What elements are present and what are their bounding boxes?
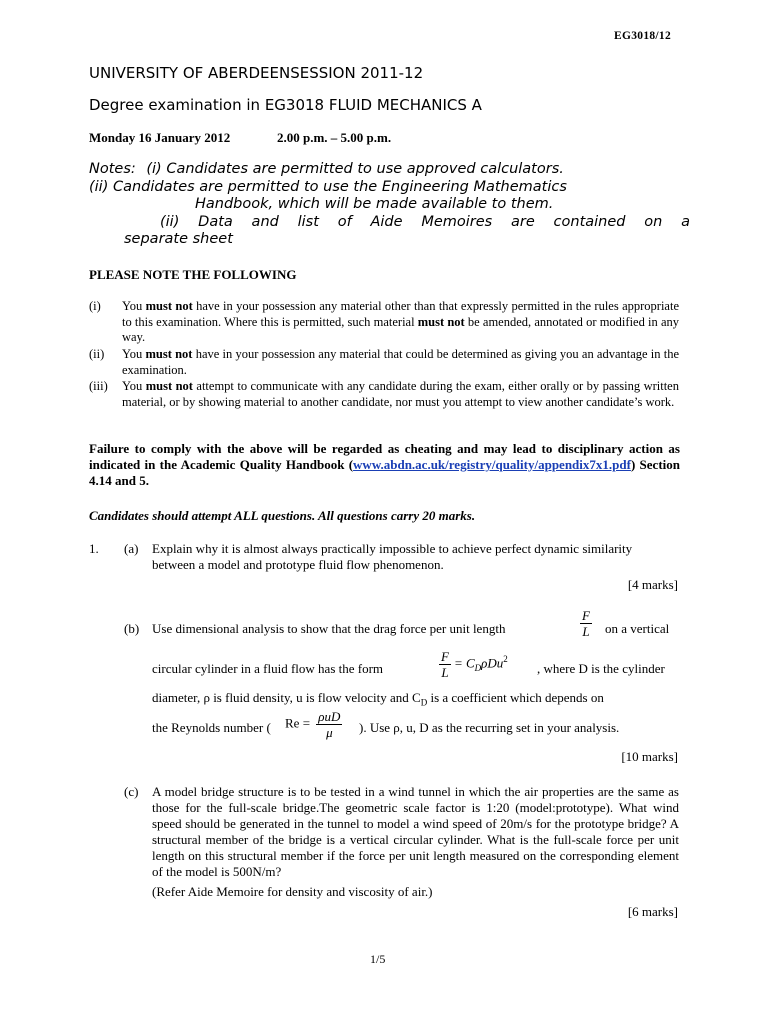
rule-text-3 <box>122 379 679 410</box>
failure-text-1: Failure to comply with the above will be regarded as cheating and may lead to disciplinary action as indicated in the Academic Quality Handbook ( <box>89 441 680 472</box>
part-c-marks: [6 marks] <box>627 904 678 919</box>
drag-equation <box>436 649 508 680</box>
part-b-label: (b) <box>124 621 140 636</box>
rule-2-you: You <box>122 347 146 361</box>
rule-2-rest: have in your possession any material that could be determined as giving you an advantage in the examination. <box>122 347 680 377</box>
exam-time: 2.00 p.m. – 5.00 p.m. <box>277 130 392 145</box>
rule-3-must-not: must not <box>145 379 193 393</box>
failure-text-2: ) Section 4.14 and 5. <box>89 457 680 488</box>
rule-1-must-not: must not <box>145 299 193 313</box>
rule-1-rest-2: be amended, annotated or modified in any way. <box>122 314 679 344</box>
equation-denominator: L <box>441 665 449 680</box>
rule-1-must-not-2: must not <box>417 314 465 329</box>
notes-line-4: (ii) Data and list of Aide Memoires are contained on a <box>160 213 690 230</box>
equation-superscript: 2 <box>503 654 508 665</box>
question-number: 1. <box>89 541 99 556</box>
part-b-line-2-end: , where D is the cylinder <box>537 661 665 676</box>
part-a-text: Explain why it is almost always practically impossible to achieve perfect dynamic similarity between a model and prototype fluid flow phenomenon. <box>152 541 633 572</box>
exam-date: Monday 16 January 2012 <box>89 130 231 145</box>
reynolds-number-formula <box>285 709 345 740</box>
notes-line-1 <box>89 161 689 179</box>
reynolds-label: Re = <box>285 715 311 731</box>
notes-line-2: (ii) Candidates are permitted to use the Engineering Mathematics <box>89 178 567 195</box>
notes-line-5: separate sheet <box>124 231 233 247</box>
fraction-denominator: L <box>582 624 590 639</box>
part-b-line-4-start: the Reynolds number ( <box>152 720 271 735</box>
please-note-heading: PLEASE NOTE THE FOLLOWING <box>89 267 297 282</box>
equation-rhs: = C <box>453 655 475 671</box>
part-a-label: (a) <box>124 541 139 556</box>
rule-2-must-not: must not <box>145 347 193 361</box>
part-c-reference: (Refer Aide Memoire for density and viscosity of air.) <box>152 884 433 899</box>
rule-3-rest: attempt to communicate with any candidate during the exam, either orally or by passing written material, or by showing material to another candidate, nor must you attempt to view another candidate’s work. <box>122 379 679 409</box>
equation-rest: ρDu <box>481 655 504 671</box>
part-b-line-2: circular cylinder in a fluid flow has the form <box>152 661 384 676</box>
reynolds-denominator: μ <box>326 725 333 740</box>
reynolds-numerator: ρuD <box>318 709 341 724</box>
part-c-text: A model bridge structure is to be tested in a wind tunnel in which the air properties are the same as those for the full-scale bridge.The geometric scale factor is 1:20 (model:prototype). What wind speed should be generated in the tunnel to model a wind speed of 20m/s for the prototype bridge? A structural member of the bridge is a vertical circular cylinder. What is the full-scale force per unit length on this structural member if the force per unit length measured on the corresponding element of the model is 500N/m? <box>152 784 679 879</box>
rule-1-you: You <box>122 299 146 313</box>
rule-3-you: You <box>122 379 146 393</box>
exam-title: Degree examination in EG3018 FLUID MECHANICS A <box>89 96 482 114</box>
equation-subscript: D <box>474 663 482 674</box>
quality-handbook-link[interactable]: www.abdn.ac.uk/registry/quality/appendix7x1.pdf <box>353 457 631 472</box>
rule-text-2 <box>122 347 679 378</box>
notes-line-3: Handbook, which will be made available to them. <box>195 196 554 212</box>
rule-1-rest: have in your possession any material other than that expressly permitted in the rules appropriate to this examination. Where this is permitted, such material <box>122 299 679 329</box>
rule-number-2: (ii) <box>89 347 105 361</box>
failure-warning <box>89 441 680 489</box>
equation-numerator: F <box>441 649 449 664</box>
rule-text-1 <box>122 299 679 346</box>
rule-number-3: (iii) <box>89 379 108 393</box>
part-b-line-3-end: is a coefficient which depends on <box>427 690 604 705</box>
notes-line-1-text: (i) Candidates are permitted to use approved calculators. <box>146 161 564 177</box>
part-a-marks: [4 marks] <box>627 577 678 592</box>
part-b-line-3-text: diameter, ρ is fluid density, u is flow velocity and C <box>152 690 421 705</box>
notes-block <box>89 161 689 249</box>
notes-label: Notes: <box>89 161 136 177</box>
part-b-line-3 <box>152 690 604 711</box>
page-number: 1/5 <box>370 952 386 966</box>
part-b-marks: [10 marks] <box>621 749 678 764</box>
part-b-line-1: Use dimensional analysis to show that the drag force per unit length <box>152 621 506 636</box>
document-code: EG3018/12 <box>614 30 672 42</box>
part-c-label: (c) <box>124 784 139 799</box>
force-per-length-fraction <box>577 608 595 639</box>
part-b-line-4-end: ). Use ρ, u, D as the recurring set in your analysis. <box>359 720 620 735</box>
candidate-instruction: Candidates should attempt ALL questions. All questions carry 20 marks. <box>89 508 476 523</box>
fraction-numerator: F <box>582 608 590 623</box>
rule-number-1: (i) <box>89 299 101 313</box>
university-session-title: UNIVERSITY OF ABERDEENSESSION 2011-12 <box>89 64 424 82</box>
line-3-subscript: D <box>420 697 428 708</box>
part-b-line-1-end: on a vertical <box>605 621 670 636</box>
